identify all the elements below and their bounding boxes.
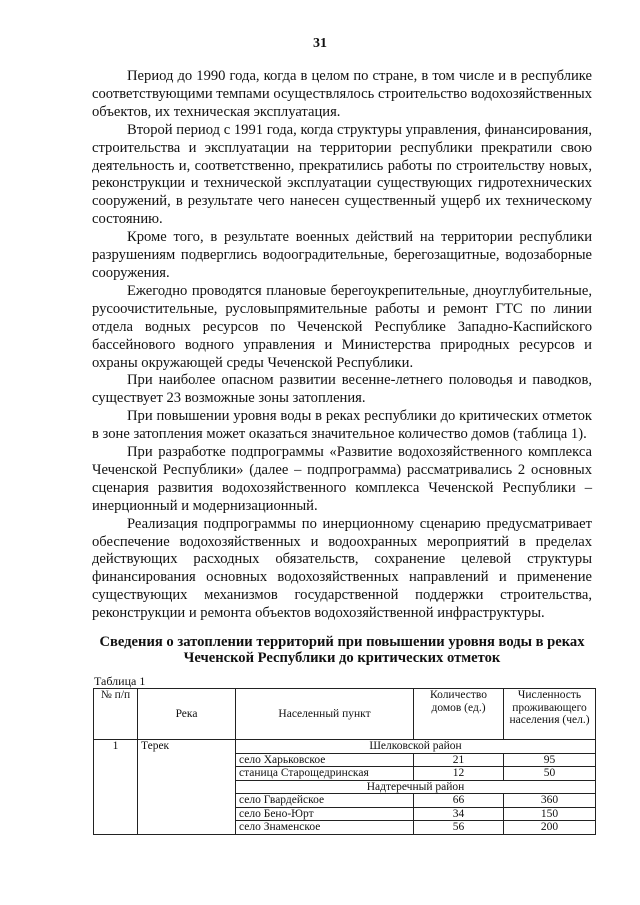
- settlement-name: село Бено-Юрт: [236, 807, 414, 821]
- district-name: Надтеречный район: [236, 780, 596, 794]
- col-header-settlement: Населенный пункт: [236, 689, 414, 740]
- paragraph: Кроме того, в результате военных действий на территории республики разрушениям подверглись водооградительные, берегозащитные, водозаборные сооружения.: [92, 229, 592, 281]
- population-count: 360: [504, 794, 596, 808]
- paragraph: При наиболее опасном развитии весенне-летнего половодья и паводков, существует 23 возможные зоны затопления.: [92, 372, 592, 407]
- page-number: 31: [313, 36, 327, 51]
- houses-count: 12: [414, 767, 504, 781]
- houses-count: 56: [414, 821, 504, 835]
- table-row: [94, 740, 596, 754]
- col-header-population: Численность проживающего населения (чел.): [504, 689, 596, 740]
- col-header-houses: Количество домов (ед.): [414, 689, 504, 740]
- settlement-name: село Харьковское: [236, 753, 414, 767]
- table-header-row: [94, 689, 596, 740]
- paragraph: Период до 1990 года, когда в целом по стране, в том числе и в республике соответствующими темпами осуществлялось строительство водохозяйственных объектов, их техническая эксплуатация.: [92, 68, 592, 120]
- paragraph: При разработке подпрограммы «Развитие водохозяйственного комплекса Чеченской Республики» (далее – подпрограмма) рассматривались 2 основных сценария развития водохозяйственного комплекса Чеченской Республики – инерционный и модернизационный.: [92, 444, 592, 514]
- paragraph: Реализация подпрограммы по инерционному сценарию предусматривает обеспечение водохозяйственных и водоохранных мероприятий в пределах действующих расходных обязательств, сохранение целевой структуры финансирования основных водохозяйственных направлений и применение существующих механизмов государственной поддержки строительства, реконструкции и ремонта объектов водохозяйственной инфраструктуры.: [92, 515, 592, 622]
- flood-table: [93, 688, 596, 835]
- river-name: Терек: [138, 740, 236, 835]
- col-header-number: № п/п: [94, 689, 138, 740]
- table-heading: Сведения о затоплении территорий при повышении уровня воды в реках Чеченской Республики до критических отметок: [99, 634, 585, 666]
- settlement-name: село Гвардейское: [236, 794, 414, 808]
- houses-count: 66: [414, 794, 504, 808]
- houses-count: 21: [414, 753, 504, 767]
- population-count: 95: [504, 753, 596, 767]
- col-header-river: Река: [138, 689, 236, 740]
- paragraph: Второй период с 1991 года, когда структуры управления, финансирования, строительства и эксплуатации на территории республики прекратили свою деятельность и, соответственно, прекратились работы по строительству новых, реконструкции и технической эксплуатации существующих гидротехнических сооружений, в результате чего нанесен существенный ущерб их техническому состоянию.: [92, 121, 592, 228]
- row-number: 1: [94, 740, 138, 835]
- table-caption: Таблица 1: [94, 674, 146, 688]
- settlement-name: станица Старощедринская: [236, 767, 414, 781]
- district-name: Шелковской район: [236, 740, 596, 754]
- houses-count: 34: [414, 807, 504, 821]
- population-count: 200: [504, 821, 596, 835]
- paragraph: При повышении уровня воды в реках республики до критических отметок в зоне затопления может оказаться значительное количество домов (таблица 1).: [92, 408, 592, 443]
- population-count: 150: [504, 807, 596, 821]
- settlement-name: село Знаменское: [236, 821, 414, 835]
- paragraph: Ежегодно проводятся плановые берегоукрепительные, дноуглубительные, русоочистительные, русловыпрямительные работы и ремонт ГТС по линии отдела водных ресурсов по Чеченской Республике Западно-Каспийского бассейнового водного управления и Министерства природных ресурсов и охраны окружающей среды Чеченской Республики.: [92, 282, 592, 371]
- body-text: [92, 68, 592, 623]
- population-count: 50: [504, 767, 596, 781]
